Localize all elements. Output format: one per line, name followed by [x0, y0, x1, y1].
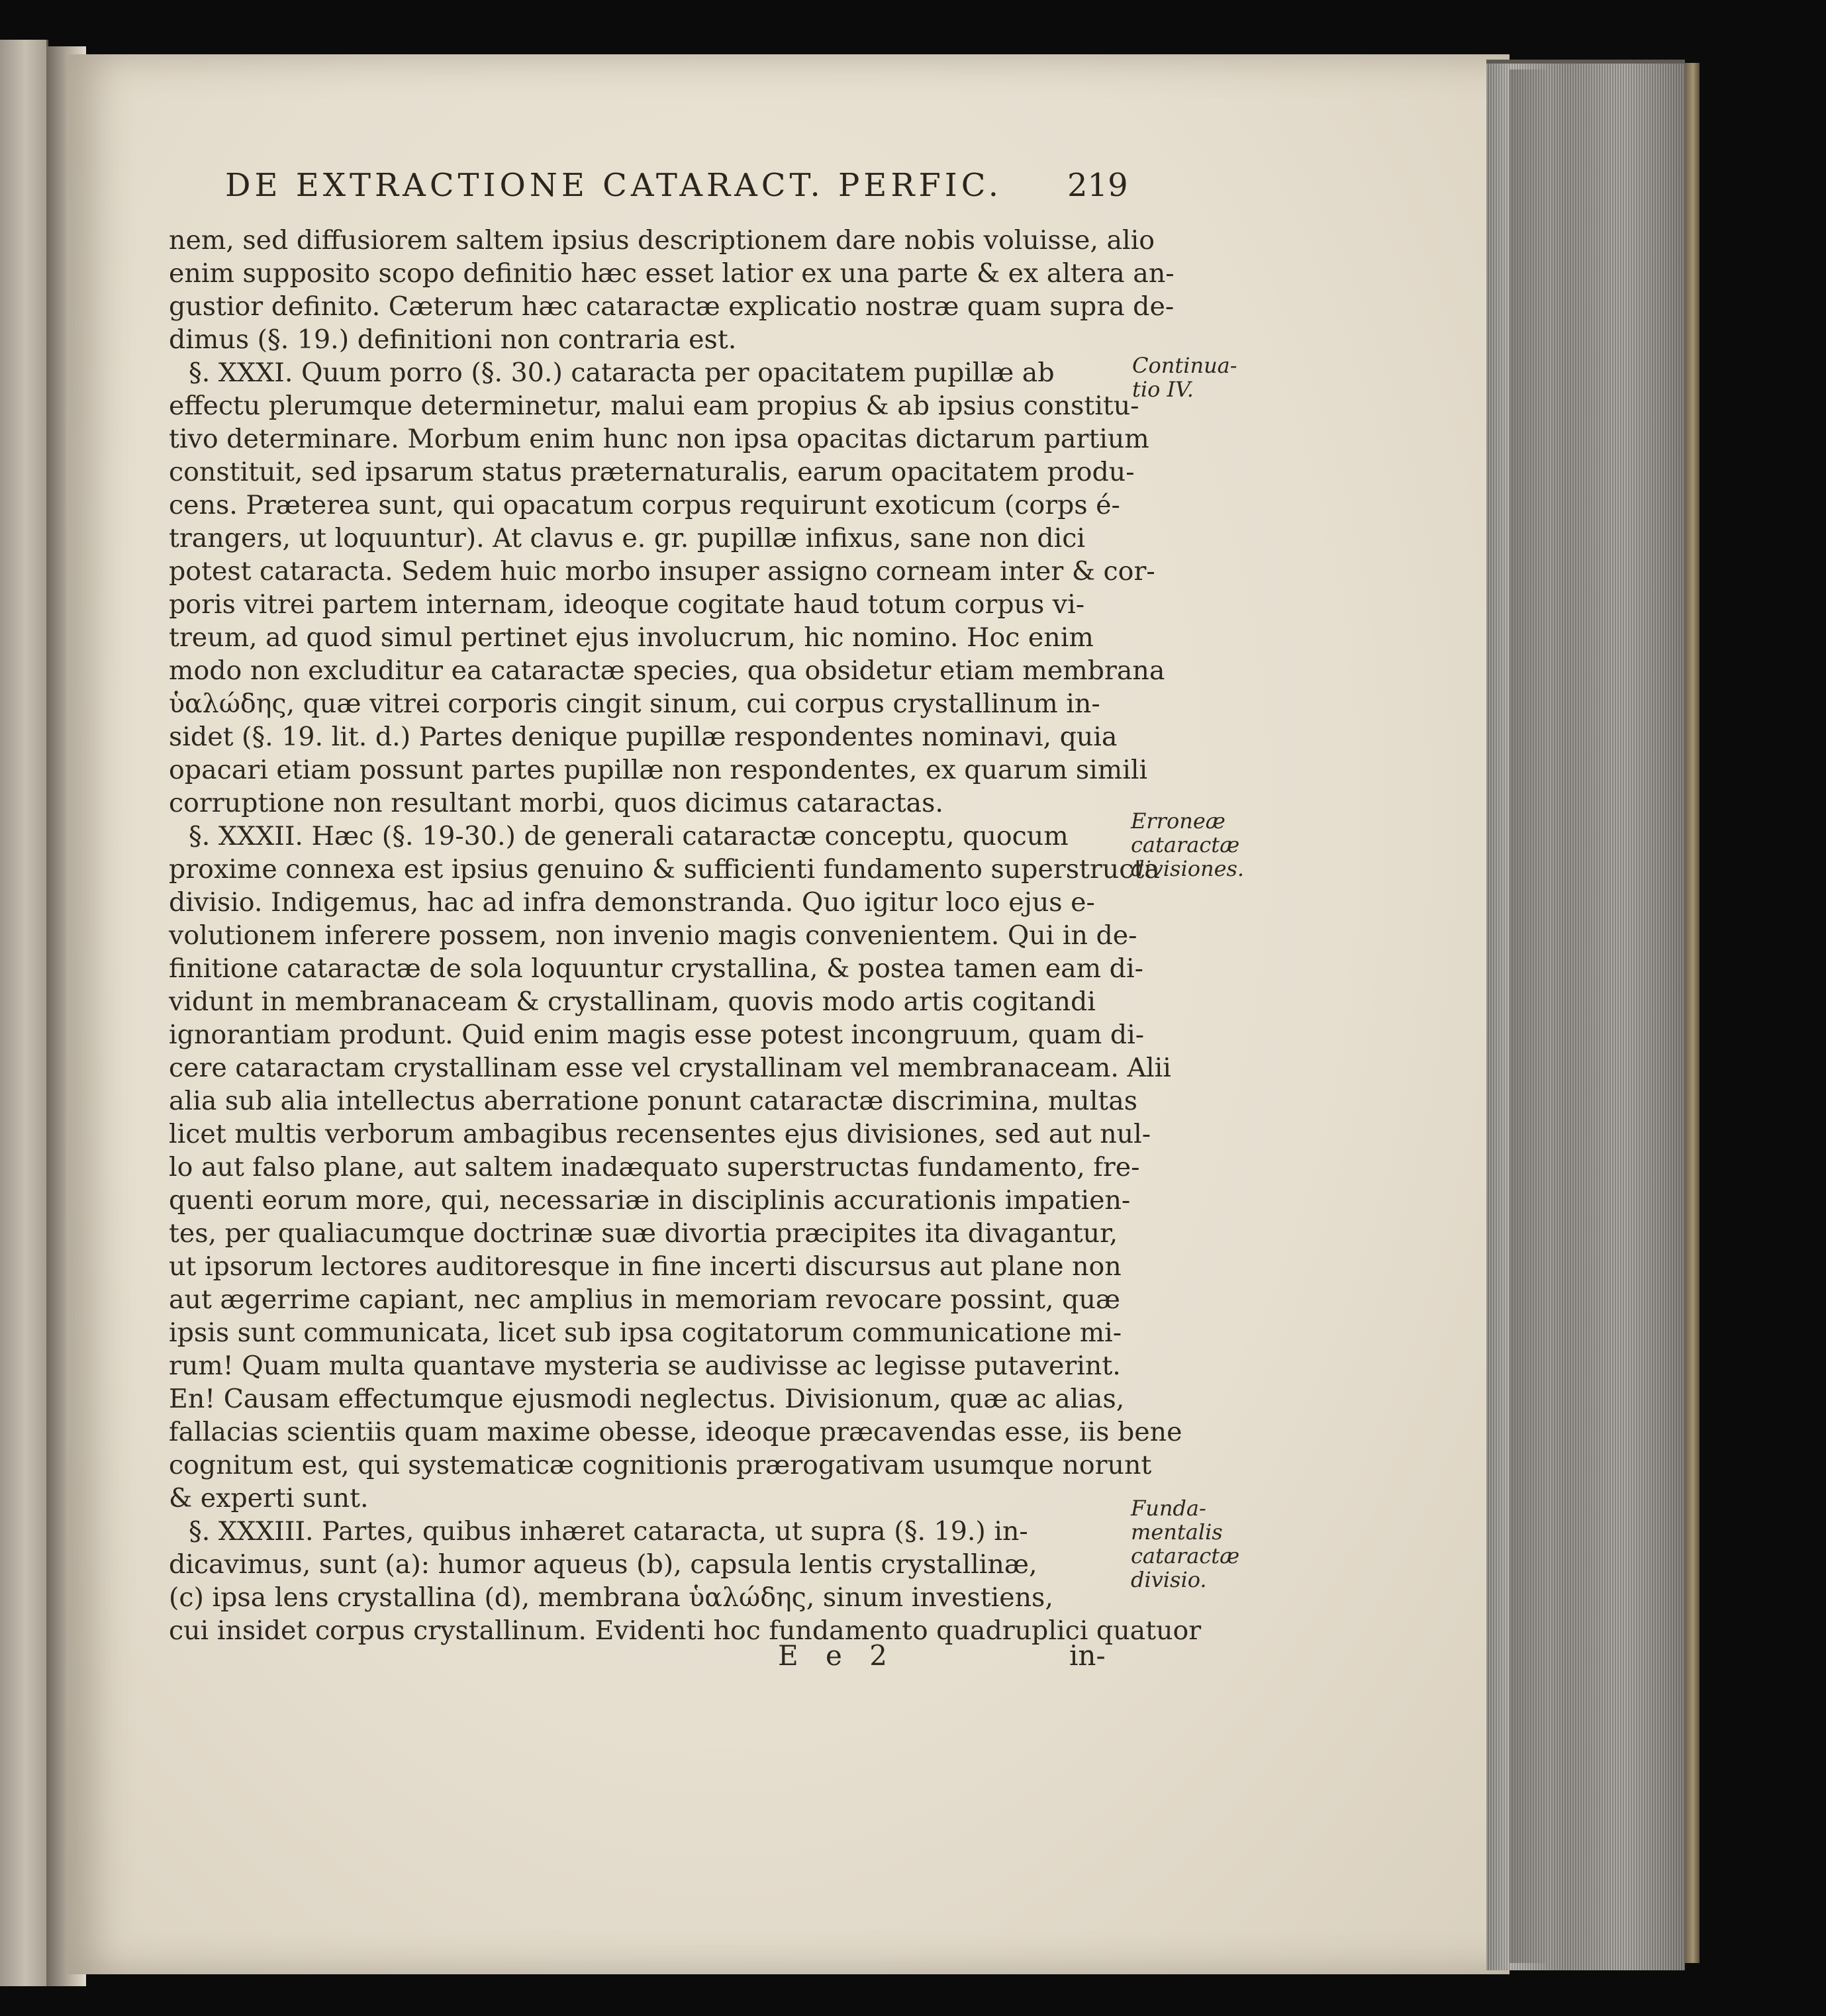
- body-line: aut ægerrime capiant, nec amplius in memoriam revocare possint, quæ: [169, 1284, 1121, 1315]
- body-line: ipsis sunt communicata, licet sub ipsa cogitatorum communicatione mi-: [169, 1318, 1122, 1348]
- body-line: rum! Quam multa quantave mysteria se audivisse ac legisse putaverint.: [169, 1351, 1121, 1381]
- signature-mark: E e 2: [778, 1639, 896, 1672]
- body-line: ὑαλώδης, quæ vitrei corporis cingit sinum, cui corpus crystallinum in-: [169, 689, 1100, 719]
- body-line: modo non excluditur ea cataractæ species, qua obsidetur etiam membrana: [169, 655, 1165, 686]
- body-line: tivo determinare. Morbum enim hunc non ipsa opacitas dictarum partium: [169, 424, 1149, 454]
- body-line: volutionem inferere possem, non invenio magis convenientem. Qui in de-: [169, 920, 1137, 951]
- body-line: constituit, sed ipsarum status præternaturalis, earum opacitatem produ-: [169, 457, 1135, 487]
- body-line: ignorantiam produnt. Quid enim magis esse potest incongruum, quam di-: [169, 1020, 1145, 1050]
- body-line: sidet (§. 19. lit. d.) Partes denique pupillæ respondentes nominavi, quia: [169, 722, 1118, 752]
- body-line: dimus (§. 19.) definitioni non contraria est.: [169, 324, 737, 355]
- body-line: opacari etiam possunt partes pupillæ non respondentes, ex quarum simili: [169, 755, 1148, 785]
- body-line: quenti eorum more, qui, necessariæ in disciplinis accurationis impatien-: [169, 1185, 1131, 1216]
- body-line: fallacias scientiis quam maxime obesse, ideoque præcavendas esse, iis bene: [169, 1417, 1182, 1447]
- margin-note-fundamentalis-divisio: Funda- mentalis cataractæ divisio.: [1131, 1496, 1240, 1592]
- section-heading-line: §. XXXII. Hæc (§. 19-30.) de generali cataractæ conceptu, quocum: [189, 821, 1069, 851]
- section-heading-line: §. XXXI. Quum porro (§. 30.) cataracta per opacitatem pupillæ ab: [189, 358, 1055, 388]
- body-line: enim supposito scopo definitio hæc esset latior ex una parte & ex altera an-: [169, 258, 1175, 289]
- body-line: divisio. Indigemus, hac ad infra demonstranda. Quo igitur loco ejus e-: [169, 887, 1095, 918]
- body-line: cere cataractam crystallinam esse vel crystallinam vel membranaceam. Alii: [169, 1053, 1171, 1083]
- body-line: En! Causam effectumque ejusmodi neglectus. Divisionum, quæ ac alias,: [169, 1384, 1125, 1414]
- body-line: proxime connexa est ipsius genuino & sufficienti fundamento superstructa: [169, 854, 1160, 885]
- body-line: cui insidet corpus crystallinum. Evidenti hoc fundamento quadruplici quatuor: [169, 1615, 1202, 1646]
- catchword: in-: [1069, 1639, 1106, 1672]
- body-line: licet multis verborum ambagibus recensentes ejus divisiones, sed aut nul-: [169, 1119, 1151, 1149]
- body-line: treum, ad quod simul pertinet ejus involucrum, hic nomino. Hoc enim: [169, 622, 1094, 653]
- body-line: tes, per qualiacumque doctrinæ suæ divortia præcipites ita divagantur,: [169, 1218, 1118, 1249]
- margin-note-erroneae-divisiones: Erroneæ cataractæ divisiones.: [1131, 808, 1245, 881]
- body-line: dicavimus, sunt (a): humor aqueus (b), capsula lentis crystallinæ,: [169, 1549, 1037, 1580]
- body-line: cens. Præterea sunt, qui opacatum corpus requirunt exoticum (corps é-: [169, 490, 1120, 520]
- body-line: alia sub alia intellectus aberratione ponunt cataractæ discrimina, multas: [169, 1086, 1138, 1116]
- page-number: 219: [1067, 167, 1128, 204]
- body-line: finitione cataractæ de sola loquuntur crystallina, & postea tamen eam di-: [169, 953, 1143, 984]
- body-line: effectu plerumque determinetur, malui eam propius & ab ipsius constitu-: [169, 391, 1139, 421]
- margin-note-continuatio: Continua- tio IV.: [1132, 353, 1237, 402]
- body-line: lo aut falso plane, aut saltem inadæquato superstructas fundamento, fre-: [169, 1152, 1140, 1182]
- body-line: vidunt in membranaceam & crystallinam, quovis modo artis cogitandi: [169, 986, 1096, 1017]
- body-line: & experti sunt.: [169, 1483, 369, 1513]
- body-line: (c) ipsa lens crystallina (d), membrana ὑαλώδης, sinum investiens,: [169, 1582, 1053, 1613]
- body-line: cognitum est, qui systematicæ cognitionis prærogativam usumque norunt: [169, 1450, 1152, 1480]
- running-title: DE EXTRACTIONE CATARACT. PERFIC.: [225, 167, 1003, 204]
- body-line: potest cataracta. Sedem huic morbo insuper assigno corneam inter & cor-: [169, 556, 1155, 587]
- section-heading-line: §. XXXIII. Partes, quibus inhæret cataracta, ut supra (§. 19.) in-: [189, 1516, 1028, 1547]
- body-line: poris vitrei partem internam, ideoque cogitate haud totum corpus vi-: [169, 589, 1085, 620]
- body-line: ut ipsorum lectores auditoresque in fine incerti discursus aut plane non: [169, 1251, 1122, 1282]
- body-line: corruptione non resultant morbi, quos dicimus cataractas.: [169, 788, 943, 818]
- body-line: gustior definito. Cæterum hæc cataractæ explicatio nostræ quam supra de-: [169, 291, 1175, 322]
- body-line: nem, sed diffusiorem saltem ipsius descriptionem dare nobis voluisse, alio: [169, 225, 1155, 256]
- body-line: trangers, ut loquuntur). At clavus e. gr. pupillæ infixus, sane non dici: [169, 523, 1086, 553]
